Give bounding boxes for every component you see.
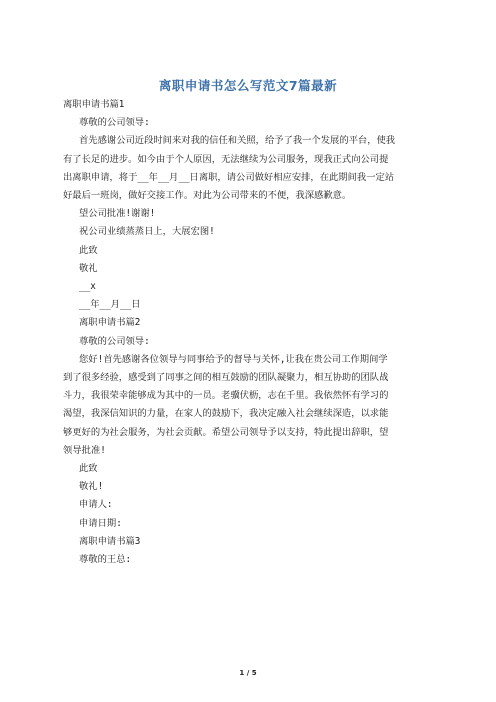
document-body — [63, 96, 435, 569]
page-indicator: 1 / 5 — [239, 669, 257, 677]
document-title: 离职申请书怎么写范文7篇最新 — [158, 78, 338, 93]
text-line: 斗力，我很荣幸能够成为其中的一员。老骥伏枥，志在千里。我依然怀有学习的 — [63, 390, 389, 402]
text-line: 尊敬的公司领导: — [79, 335, 150, 347]
text-line: 此致 — [79, 463, 98, 475]
text-line: 尊敬的公司领导: — [79, 117, 150, 129]
text-line: 祝公司业绩蒸蒸日上，大展宏图! — [79, 226, 215, 238]
text-line: 离职申请书篇2 — [79, 317, 141, 329]
text-line: 首先感谢公司近段时间来对我的信任和关照，给予了我一个发展的平台，使我 — [79, 135, 396, 147]
text-line: 您好!首先感谢各位领导与同事给予的督导与关怀,让我在贵公司工作期间学 — [79, 353, 388, 365]
text-line: 申请日期: — [79, 517, 122, 529]
text-line: 够更好的为社会服务，为社会贡献。希望公司领导予以支持，特此提出辞职，望 — [63, 426, 389, 438]
text-line: 渴望，我深信知识的力量，在家人的鼓励下，我决定融入社会继续深造，以求能 — [63, 408, 389, 420]
text-line: 出离职申请，将于__年__月__日离职，请公司做好相应安排，在此期间我一定站 — [63, 171, 395, 183]
text-line: 离职申请书篇1 — [63, 99, 125, 110]
text-line: 离职申请书篇3 — [79, 535, 141, 547]
text-line: 敬礼! — [79, 481, 104, 493]
text-line: __x — [79, 281, 96, 293]
text-line: 领导批准! — [63, 444, 106, 456]
text-line: __年__月__日 — [79, 299, 141, 311]
text-line: 到了很多经验，感受到了同事之间的相互鼓励的团队凝聚力，相互协助的团队战 — [63, 372, 389, 384]
text-line: 有了长足的进步。如今由于个人原因，无法继续为公司服务，现我正式向公司提 — [63, 153, 389, 165]
text-line: 望公司批准!谢谢! — [79, 208, 156, 220]
text-line: 敬礼 — [79, 262, 98, 274]
text-line: 此致 — [79, 244, 98, 256]
text-line: 尊敬的王总: — [79, 554, 132, 566]
text-line: 申请人: — [79, 499, 113, 511]
text-line: 好最后一班岗，做好交接工作。对此为公司带来的不便，我深感歉意。 — [63, 190, 352, 202]
